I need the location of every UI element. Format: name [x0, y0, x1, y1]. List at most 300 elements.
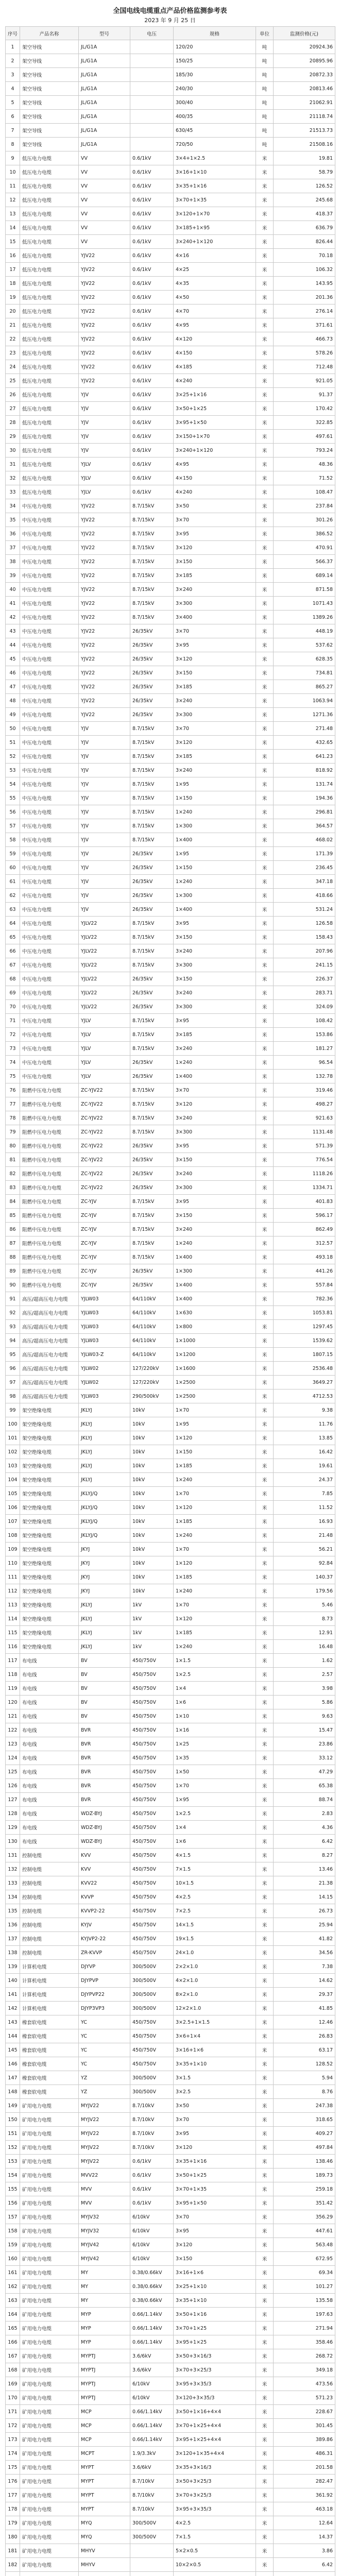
table-row — [6, 457, 335, 471]
cell-voltage: 0.6/1kV — [130, 485, 174, 499]
cell-price: 241.15 — [274, 958, 335, 972]
cell-unit: 米 — [256, 1487, 274, 1501]
cell-voltage: 8.7/15kV — [130, 1236, 174, 1250]
cell-no: 96 — [6, 1362, 20, 1376]
table-row — [6, 2475, 335, 2488]
cell-no: 153 — [6, 2155, 20, 2168]
cell-model: DJYVP — [79, 1960, 130, 1974]
table-row — [6, 1696, 335, 1709]
cell-product-name: 矿用电力电缆 — [20, 2488, 79, 2502]
cell-product-name: 阻燃中压电力电缆 — [20, 1097, 79, 1111]
cell-unit: 米 — [256, 402, 274, 416]
table-row — [6, 1960, 335, 1974]
cell-product-name: 中压电力电缆 — [20, 903, 79, 917]
cell-unit: 米 — [256, 1139, 274, 1153]
table-row — [6, 986, 335, 1000]
table-row — [6, 54, 335, 68]
cell-unit: 米 — [256, 1167, 274, 1181]
cell-no: 116 — [6, 1640, 20, 1654]
cell-spec: 1×1.5 — [174, 1654, 256, 1668]
cell-product-name: 布电线 — [20, 1682, 79, 1696]
cell-model: JKLYJ — [79, 1403, 130, 1417]
cell-unit: 米 — [256, 1515, 274, 1529]
cell-spec: 1×6 — [174, 1696, 256, 1709]
cell-product-name: 计算机电缆 — [20, 1974, 79, 1988]
cell-price: 268.72 — [274, 2349, 335, 2363]
cell-product-name: 控制电缆 — [20, 1946, 79, 1960]
cell-spec: 3×95 — [174, 1195, 256, 1209]
cell-model: YC — [79, 2029, 130, 2043]
cell-model: YJV22 — [79, 249, 130, 263]
cell-spec: 1×2500 — [174, 1376, 256, 1389]
cell-voltage: 8.7/15kV — [130, 1125, 174, 1139]
cell-voltage — [130, 110, 174, 124]
cell-no: 85 — [6, 1209, 20, 1223]
cell-model: YJV — [79, 736, 130, 750]
cell-product-name: 阻燃中压电力电缆 — [20, 1250, 79, 1264]
cell-spec: 1×6 — [174, 1835, 256, 1849]
cell-product-name: 布电线 — [20, 1709, 79, 1723]
cell-price: 13.85 — [274, 1431, 335, 1445]
cell-unit: 米 — [256, 652, 274, 666]
cell-voltage: 0.6/1kV — [130, 179, 174, 193]
cell-product-name: 中压电力电缆 — [20, 986, 79, 1000]
cell-no: 171 — [6, 2405, 20, 2419]
cell-spec: 3×120 — [174, 2141, 256, 2155]
cell-model: YJV22 — [79, 666, 130, 680]
table-row — [6, 138, 335, 151]
cell-spec: 3×50+3×25/3 — [174, 2475, 256, 2488]
cell-model: MVV22 — [79, 2168, 130, 2182]
table-row — [6, 944, 335, 958]
cell-price: 194.36 — [274, 791, 335, 805]
cell-model: JKLYJ — [79, 1612, 130, 1626]
cell-price: 20813.46 — [274, 82, 335, 96]
cell-product-name: 矿用电力电缆 — [20, 2252, 79, 2266]
cell-product-name: 架空绝缘电缆 — [20, 1473, 79, 1487]
table-row — [6, 2363, 335, 2377]
cell-voltage: 450/750V — [130, 1904, 174, 1918]
cell-no: 70 — [6, 1000, 20, 1014]
cell-spec: 1×70 — [174, 1403, 256, 1417]
table-row — [6, 875, 335, 889]
cell-no: 26 — [6, 388, 20, 402]
cell-spec: 3×95 — [174, 1014, 256, 1028]
table-row — [6, 611, 335, 624]
cell-price: 364.57 — [274, 819, 335, 833]
cell-price: 571.23 — [274, 2391, 335, 2405]
cell-price: 578.26 — [274, 346, 335, 360]
cell-no: 28 — [6, 416, 20, 430]
cell-no: 103 — [6, 1459, 20, 1473]
cell-product-name: 中压电力电缆 — [20, 638, 79, 652]
cell-price: 6.42 — [274, 2558, 335, 2572]
cell-unit: 米 — [256, 1083, 274, 1097]
cell-spec: 300/40 — [174, 96, 256, 110]
cell-price: 65.38 — [274, 1779, 335, 1793]
cell-spec: 1×70 — [174, 1487, 256, 1501]
table-row — [6, 2210, 335, 2224]
cell-unit: 米 — [256, 638, 274, 652]
cell-voltage: 26/35kV — [130, 986, 174, 1000]
cell-model: JKLYJ/Q — [79, 1515, 130, 1529]
cell-model: YJLV22 — [79, 1000, 130, 1014]
cell-unit: 米 — [256, 2294, 274, 2308]
table-row — [6, 1709, 335, 1723]
table-row — [6, 2057, 335, 2071]
cell-product-name: 中压电力电缆 — [20, 597, 79, 611]
cell-product-name: 低压电力电缆 — [20, 263, 79, 277]
table-row — [6, 513, 335, 527]
cell-model: JKLYJ — [79, 1473, 130, 1487]
cell-voltage: 10kV — [130, 1501, 174, 1515]
cell-product-name: 矿用电力电缆 — [20, 2210, 79, 2224]
cell-spec: 1×240 — [174, 1529, 256, 1543]
cell-unit: 米 — [256, 291, 274, 304]
cell-unit: 米 — [256, 1654, 274, 1668]
table-row — [6, 263, 335, 277]
cell-unit: 米 — [256, 1209, 274, 1223]
cell-voltage: 0.6/1kV — [130, 402, 174, 416]
cell-price: 5.46 — [274, 1598, 335, 1612]
cell-spec: 3×95 — [174, 2224, 256, 2238]
cell-unit: 米 — [256, 1417, 274, 1431]
cell-voltage: 450/750V — [130, 1737, 174, 1751]
table-row — [6, 1056, 335, 1070]
cell-voltage: 26/35kV — [130, 889, 174, 903]
table-row — [6, 2502, 335, 2516]
table-row — [6, 249, 335, 263]
cell-unit: 米 — [256, 416, 274, 430]
cell-product-name: 高压/超高压电力电缆 — [20, 1362, 79, 1376]
cell-price: 132.78 — [274, 1070, 335, 1083]
cell-product-name: 矿用电力电缆 — [20, 2363, 79, 2377]
cell-price: 734.81 — [274, 666, 335, 680]
cell-model: YJV — [79, 847, 130, 861]
cell-unit: 米 — [256, 2043, 274, 2057]
cell-price: 201.36 — [274, 291, 335, 304]
cell-voltage: 0.38/0.66kV — [130, 2266, 174, 2280]
cell-price: 1.62 — [274, 1654, 335, 1668]
cell-voltage: 0.6/1kV — [130, 444, 174, 457]
cell-spec: 7×1.5 — [174, 2530, 256, 2544]
cell-spec: 1×2.5 — [174, 1807, 256, 1821]
cell-no: 125 — [6, 1765, 20, 1779]
cell-spec: 3×16+1×6 — [174, 2043, 256, 2057]
cell-price: 473.56 — [274, 2377, 335, 2391]
cell-product-name: 高压/超高压电力电缆 — [20, 1376, 79, 1389]
table-row — [6, 2224, 335, 2238]
cell-model: JKLYJ — [79, 1640, 130, 1654]
cell-unit: 米 — [256, 903, 274, 917]
cell-voltage: 0.6/1kV — [130, 457, 174, 471]
cell-unit: 米 — [256, 2349, 274, 2363]
cell-price: 347.18 — [274, 875, 335, 889]
cell-price: 26.83 — [274, 2029, 335, 2043]
cell-model: BV — [79, 1709, 130, 1723]
cell-no: 7 — [6, 124, 20, 138]
table-row — [6, 1946, 335, 1960]
cell-model: YJLW03 — [79, 1306, 130, 1320]
cell-price: 15.47 — [274, 1723, 335, 1737]
cell-product-name: 矿用电力电缆 — [20, 2516, 79, 2530]
cell-spec: 3×95 — [174, 638, 256, 652]
cell-no: 20 — [6, 304, 20, 318]
cell-model: MCP — [79, 2433, 130, 2447]
table-row — [6, 1292, 335, 1306]
cell-product-name: 矿用电力电缆 — [20, 2141, 79, 2155]
cell-voltage: 450/750V — [130, 1779, 174, 1793]
table-row — [6, 2071, 335, 2085]
table-row — [6, 1042, 335, 1056]
cell-no: 89 — [6, 1264, 20, 1278]
cell-spec: 4×25 — [174, 263, 256, 277]
cell-spec: 4×2.5 — [174, 1890, 256, 1904]
cell-spec: 3×70 — [174, 513, 256, 527]
cell-price: 20872.33 — [274, 68, 335, 82]
cell-voltage: 8.7/15kV — [130, 1250, 174, 1264]
cell-unit: 米 — [256, 1751, 274, 1765]
table-row — [6, 2321, 335, 2335]
cell-unit: 米 — [256, 1570, 274, 1584]
cell-unit: 米 — [256, 1765, 274, 1779]
cell-spec: 4×1.5 — [174, 1849, 256, 1862]
cell-voltage: 26/35kV — [130, 1264, 174, 1278]
cell-product-name: 架空绝缘电缆 — [20, 1445, 79, 1459]
cell-product-name: 矿用电力电缆 — [20, 2224, 79, 2238]
cell-product-name: 布电线 — [20, 1737, 79, 1751]
cell-model: JL/G1A — [79, 124, 130, 138]
cell-voltage: 300/500V — [130, 2530, 174, 2544]
cell-model: ZC-YJV22 — [79, 1167, 130, 1181]
cell-unit: 米 — [256, 179, 274, 193]
cell-model: MHYV — [79, 2544, 130, 2558]
cell-no: 93 — [6, 1320, 20, 1334]
cell-voltage: 8.7/15kV — [130, 583, 174, 597]
cell-product-name: 矿用电力电缆 — [20, 2335, 79, 2349]
cell-product-name: 布电线 — [20, 1765, 79, 1779]
cell-price: 201.58 — [274, 2461, 335, 2475]
cell-product-name: 矿用电力电缆 — [20, 2461, 79, 2475]
cell-price: 197.63 — [274, 2308, 335, 2321]
cell-price: 463.18 — [274, 2502, 335, 2516]
cell-unit: 米 — [256, 958, 274, 972]
cell-model: MY — [79, 2294, 130, 2308]
table-row — [6, 805, 335, 819]
cell-no: 60 — [6, 861, 20, 875]
cell-model: BV — [79, 1682, 130, 1696]
cell-unit: 米 — [256, 777, 274, 791]
cell-voltage: 6/10kV — [130, 2224, 174, 2238]
cell-model: KVV — [79, 1862, 130, 1876]
cell-model: YJV22 — [79, 694, 130, 708]
cell-voltage: 3.6/6kV — [130, 2349, 174, 2363]
cell-product-name: 架空导线 — [20, 54, 79, 68]
table-row — [6, 1556, 335, 1570]
cell-unit: 米 — [256, 569, 274, 583]
cell-no: 179 — [6, 2516, 20, 2530]
table-row — [6, 1264, 335, 1278]
cell-spec: 1×2.5 — [174, 1668, 256, 1682]
cell-voltage: 8.7/15kV — [130, 597, 174, 611]
cell-no: 105 — [6, 1487, 20, 1501]
cell-unit: 米 — [256, 1306, 274, 1320]
cell-price: 19.81 — [274, 151, 335, 165]
cell-spec: 1×35 — [174, 1751, 256, 1765]
cell-product-name: 低压电力电缆 — [20, 318, 79, 332]
cell-no: 149 — [6, 2099, 20, 2113]
cell-unit: 米 — [256, 1097, 274, 1111]
cell-spec: 3×300 — [174, 1181, 256, 1195]
cell-model: YJLV22 — [79, 930, 130, 944]
cell-voltage: 0.66/1.14kV — [130, 2419, 174, 2433]
cell-voltage: 450/750V — [130, 1668, 174, 1682]
cell-model: MYPT — [79, 2475, 130, 2488]
cell-spec: 3×150 — [174, 666, 256, 680]
cell-voltage: 8.7/15kV — [130, 958, 174, 972]
cell-product-name: 橡套软电缆 — [20, 2043, 79, 2057]
cell-model: JKLYJ/Q — [79, 1529, 130, 1543]
cell-product-name: 橡套软电缆 — [20, 2015, 79, 2029]
cell-unit: 米 — [256, 221, 274, 235]
cell-product-name: 阻燃中压电力电缆 — [20, 1195, 79, 1209]
cell-spec: 3×150 — [174, 1209, 256, 1223]
cell-product-name: 中压电力电缆 — [20, 805, 79, 819]
cell-no: 164 — [6, 2308, 20, 2321]
cell-unit: 米 — [256, 1292, 274, 1306]
cell-product-name: 中压电力电缆 — [20, 819, 79, 833]
cell-unit: 米 — [256, 193, 274, 207]
cell-voltage: 300/500V — [130, 2516, 174, 2530]
table-row — [6, 958, 335, 972]
cell-unit: 米 — [256, 875, 274, 889]
table-row — [6, 624, 335, 638]
cell-voltage — [130, 2558, 174, 2572]
cell-price: 296.81 — [274, 805, 335, 819]
cell-no: 18 — [6, 277, 20, 291]
cell-model: YJLW03-Z — [79, 1348, 130, 1362]
cell-model: BVR — [79, 1779, 130, 1793]
cell-unit: 米 — [256, 1904, 274, 1918]
cell-unit: 米 — [256, 1556, 274, 1570]
cell-no: 154 — [6, 2168, 20, 2182]
cell-price: 236.45 — [274, 861, 335, 875]
cell-no: 165 — [6, 2321, 20, 2335]
table-row — [6, 2544, 335, 2558]
cell-product-name: 架空绝缘电缆 — [20, 1529, 79, 1543]
table-row — [6, 2516, 335, 2530]
table-row — [6, 2155, 335, 2168]
cell-no: 79 — [6, 1125, 20, 1139]
cell-model: JKYJ — [79, 1570, 130, 1584]
cell-spec: 3×35+1×16 — [174, 2155, 256, 2168]
cell-model: YC — [79, 2043, 130, 2057]
table-row — [6, 2405, 335, 2419]
cell-price: 16.48 — [274, 1640, 335, 1654]
cell-spec: 3×240 — [174, 694, 256, 708]
cell-product-name: 橡套软电缆 — [20, 2057, 79, 2071]
cell-product-name: 中压电力电缆 — [20, 1014, 79, 1028]
cell-model: YJV22 — [79, 611, 130, 624]
cell-spec: 1×16 — [174, 1723, 256, 1737]
table-row — [6, 499, 335, 513]
cell-price: 158.43 — [274, 930, 335, 944]
cell-voltage: 127/220kV — [130, 1376, 174, 1389]
table-row — [6, 1932, 335, 1946]
cell-price: 29.37 — [274, 1988, 335, 2002]
cell-unit: 米 — [256, 930, 274, 944]
cell-price: 596.17 — [274, 1209, 335, 1223]
cell-product-name: 矿用电力电缆 — [20, 2280, 79, 2294]
cell-voltage: 8.7/10kV — [130, 2113, 174, 2127]
cell-price: 418.37 — [274, 207, 335, 221]
cell-model: YJV — [79, 861, 130, 875]
cell-unit: 米 — [256, 165, 274, 179]
table-row — [6, 1236, 335, 1250]
cell-voltage: 8.7/15kV — [130, 1223, 174, 1236]
cell-voltage: 10kV — [130, 1556, 174, 1570]
cell-voltage: 0.6/1kV — [130, 346, 174, 360]
cell-product-name: 矿用电力电缆 — [20, 2294, 79, 2308]
cell-model: YJLW02 — [79, 1376, 130, 1389]
cell-model: MHYV — [79, 2558, 130, 2572]
cell-model: MYQ — [79, 2516, 130, 2530]
cell-price: 245.68 — [274, 193, 335, 207]
cell-model: WDZ-BYJ — [79, 1835, 130, 1849]
table-row — [6, 1890, 335, 1904]
cell-model: JL/G1A — [79, 40, 130, 54]
cell-voltage: 64/110kV — [130, 1348, 174, 1362]
cell-voltage: 0.6/1kV — [130, 360, 174, 374]
table-row — [6, 2419, 335, 2433]
cell-no: 118 — [6, 1668, 20, 1682]
cell-price: 3.98 — [274, 1682, 335, 1696]
table-row — [6, 110, 335, 124]
table-row — [6, 1070, 335, 1083]
cell-spec: 3×70+1×35 — [174, 193, 256, 207]
table-row — [6, 638, 335, 652]
cell-model: BVR — [79, 1793, 130, 1807]
cell-unit: 米 — [256, 2002, 274, 2015]
cell-unit: 米 — [256, 2391, 274, 2405]
cell-unit: 米 — [256, 2127, 274, 2141]
table-row — [6, 1765, 335, 1779]
cell-price: 1539.62 — [274, 1334, 335, 1348]
cell-model: JL/G1A — [79, 138, 130, 151]
cell-unit: 米 — [256, 847, 274, 861]
cell-model: YJV — [79, 875, 130, 889]
cell-model: YJV22 — [79, 360, 130, 374]
cell-product-name: 矿用电力电缆 — [20, 2405, 79, 2419]
cell-model: YJV22 — [79, 708, 130, 722]
cell-model: DJYP3VP3 — [79, 2002, 130, 2015]
cell-price: 101.27 — [274, 2280, 335, 2294]
cell-no: 3 — [6, 68, 20, 82]
cell-voltage: 450/750V — [130, 1932, 174, 1946]
cell-model: KYJVP2-22 — [79, 1932, 130, 1946]
cell-price: 1271.36 — [274, 708, 335, 722]
cell-unit: 米 — [256, 374, 274, 388]
cell-no: 151 — [6, 2127, 20, 2141]
cell-unit: 米 — [256, 624, 274, 638]
cell-price: 126.58 — [274, 917, 335, 930]
cell-voltage: 1kV — [130, 1598, 174, 1612]
cell-product-name: 低压电力电缆 — [20, 471, 79, 485]
cell-unit: 米 — [256, 2530, 274, 2544]
cell-price: 21.48 — [274, 1529, 335, 1543]
cell-price: 16.42 — [274, 1445, 335, 1459]
cell-model: MVV — [79, 2182, 130, 2196]
